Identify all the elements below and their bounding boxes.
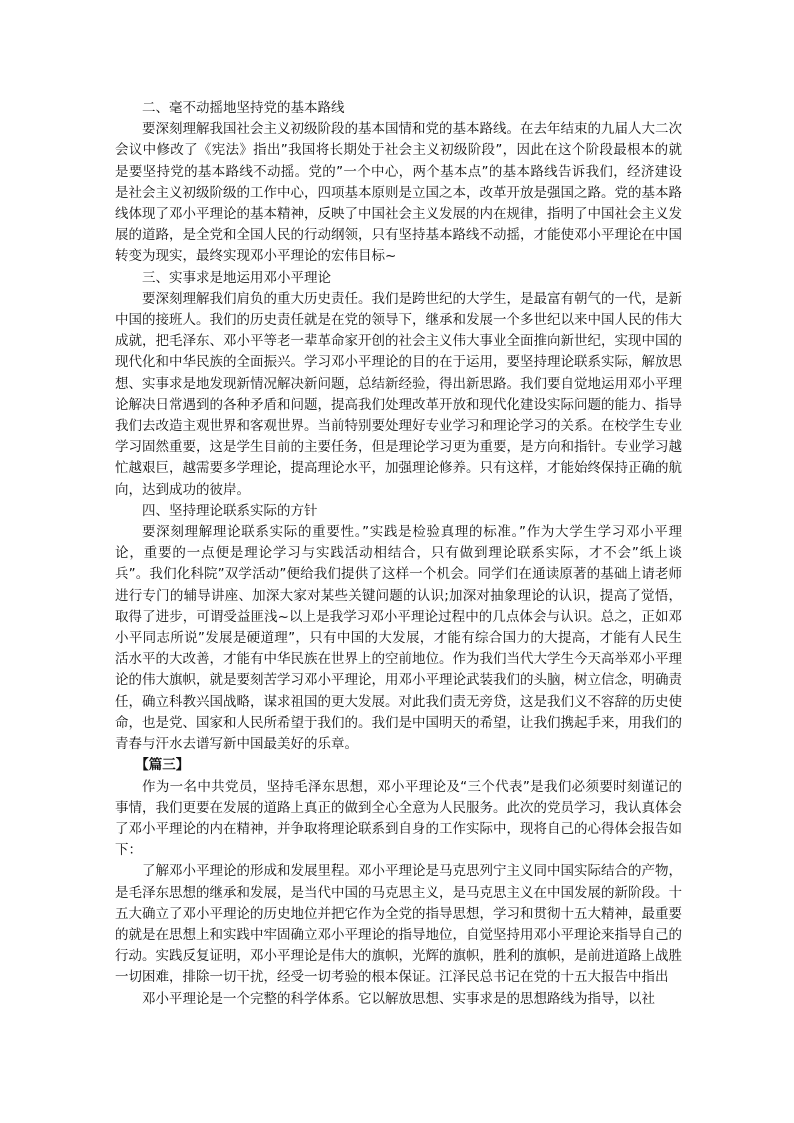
- body-paragraph: 邓小平理论是一个完整的科学体系。它以解放思想、实事求是的思想路线为指导，以社: [142, 990, 655, 1007]
- section-heading-2: 二、毫不动摇地坚持党的基本路线: [142, 100, 345, 116]
- body-paragraph: 要深刻理解理论联系实际的重要性。”实践是检验真理的标准。”作为大学生学习邓小平理论，重要的一点便是理论学习与实践活动相结合，只有做到理论联系实际，才不会”纸上谈兵”。我们化科院”双学活动”便给我们提供了这样一个机会。同学们在通读原著的基础上请老师进行专门的辅导讲座、加深大家对某些关键问题的认识;加深对抽象理论的认识，提高了觉悟，取得了进步，可谓受益匪浅~以上是我学习邓小平理论过程中的几点体会与认识。总之，正如邓小平同志所说”发展是硬道理”，只有中国的大发展，才能有综合国力的大提高，才能有人民生活水平的大改善，才能有中华民族在世界上的空前地位。作为我们当代大学生今天高举邓小平理论的伟大旗帜，就是要刻苦学习邓小平理论，用邓小平理论武装我们的头脑，树立信念，明确责任，确立科教兴国战略，谋求祖国的更大发展。对此我们责无旁贷，这是我们义不容辞的历史使命，也是党、国家和人民所希望于我们的。我们是中国明天的希望，让我们携起手来，用我们的青春与汗水去谱写新中国最美好的乐章。: [115, 524, 682, 753]
- body-paragraph: 作为一名中共党员，坚持毛泽东思想，邓小平理论及“三个代表”是我们必须要时刻谨记的事情，我们更要在发展的道路上真正的做到全心全意为人民服务。此次的党员学习，我认真体会了邓小平理论的内在精神，并争取将理论联系到自身的工作实际中，现将自己的心得体会报告如下：: [115, 778, 682, 859]
- body-paragraph: 了解邓小平理论的形成和发展里程。邓小平理论是马克思列宁主义同中国实际结合的产物，是毛泽东思想的继承和发展，是当代中国的马克思主义，是马克思主义在中国发展的新阶段。十五大确立了邓小平理论的历史地位并把它作为全党的指导思想，学习和贯彻十五大精神，最重要的就是在思想上和实践中牢固确立邓小平理论的指导地位，自觉坚持用邓小平理论来指导自己的行动。实践反复证明，邓小平理论是伟大的旗帜，光辉的旗帜，胜利的旗帜，是前进道路上战胜一切困难，排除一切干扰，经受一切考验的根本保证。江泽民总书记在党的十五大报告中指出: [115, 863, 682, 986]
- document-body: [115, 98, 682, 1010]
- article-section-tag: 【篇三】: [135, 757, 190, 774]
- body-paragraph: 要深刻理解我国社会主义初级阶段的基本国情和党的基本路线。在去年结束的九届人大二次会议中修改了《宪法》指出”我国将长期处于社会主义初级阶段”，因此在这个阶段最根本的就是要坚持党的基本路线不动摇。党的”一个中心，两个基本点”的基本路线告诉我们，经济建设是社会主义初级阶级的工作中心，四项基本原则是立国之本，改革开放是强国之路。党的基本路线体现了邓小平理论的基本精神，反映了中国社会主义发展的内在规律，指明了中国社会主义发展的道路，是全党和全国人民的行动纲领，只有坚持基本路线不动摇，才能使邓小平理论在中国转变为现实，最终实现邓小平理论的宏伟目标~: [115, 121, 682, 265]
- body-paragraph: 要深刻理解我们肩负的重大历史责任。我们是跨世纪的大学生，是最富有朝气的一代，是新中国的接班人。我们的历史责任就是在党的领导下，继承和发展一个多世纪以来中国人民的伟大成就，把毛泽东、邓小平等老一辈革命家开创的社会主义伟大事业全面推向新世纪，实现中国的现代化和中华民族的全面振兴。学习邓小平理论的目的在于运用，要坚持理论联系实际，解放思想、实事求是地发现新情况解决新问题，总结新经验，得出新思路。我们要自觉地运用邓小平理论解决日常遇到的各种矛盾和问题，提高我们处理改革开放和现代化建设实际问题的能力、指导我们去改造主观世界和客观世界。当前特别要处理好专业学习和理论学习的关系。在校学生专业学习固然重要，这是学生目前的主要任务，但是理论学习更为重要，是方向和指针。专业学习越忙越艰巨，越需要多学理论，提高理论水平，加强理论修养。只有这样，才能始终保持正确的航向，达到成功的彼岸。: [115, 290, 682, 498]
- section-heading-3: 三、实事求是地运用邓小平理论: [142, 269, 331, 286]
- section-heading-4: 四、坚持理论联系实际的方针: [142, 502, 318, 519]
